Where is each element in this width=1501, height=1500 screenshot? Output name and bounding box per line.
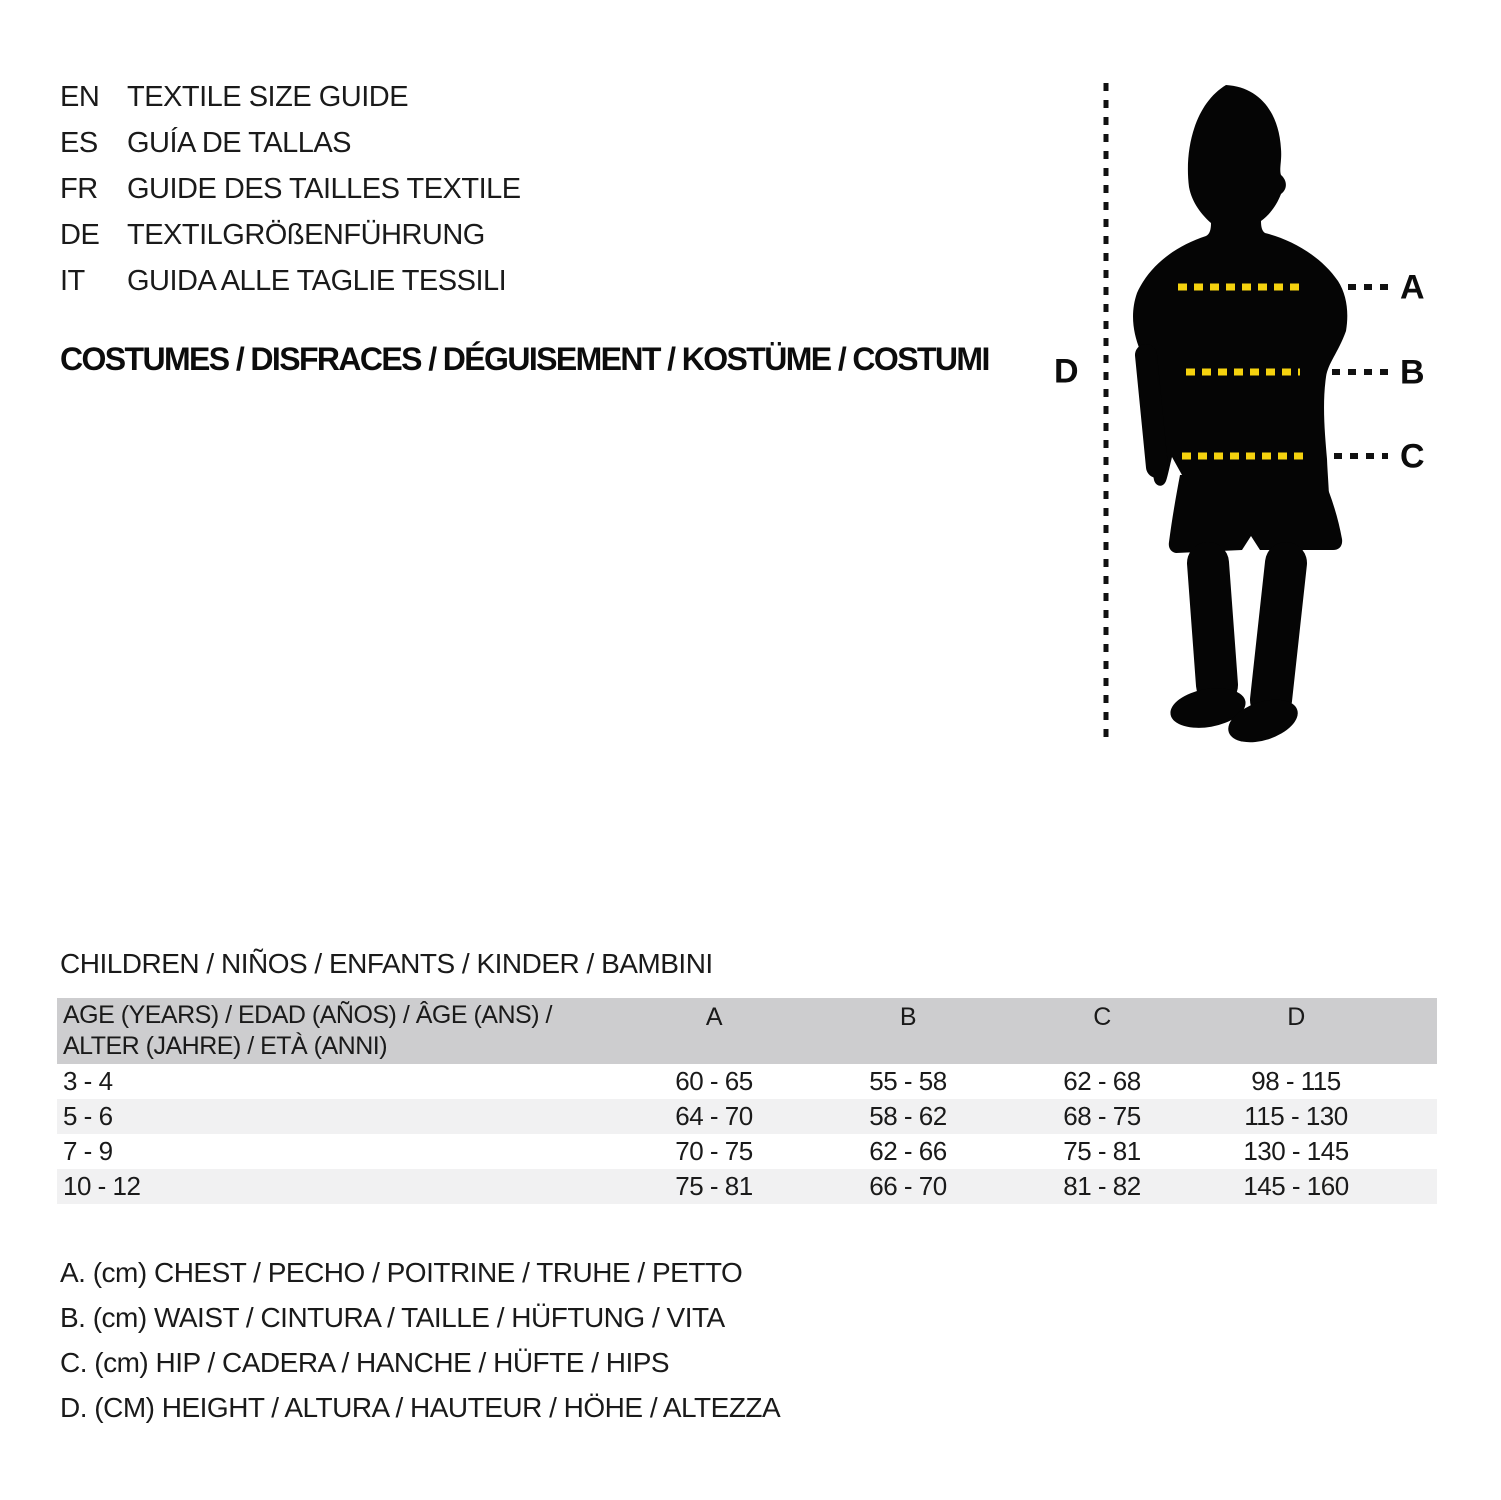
language-title: GUÍA DE TALLAS	[127, 126, 352, 159]
legend-height: D. (CM) HEIGHT / ALTURA / HAUTEUR / HÖHE / ALTEZZA	[60, 1392, 781, 1423]
chest-value-cell: 70 - 75	[675, 1136, 753, 1166]
language-title: TEXTILGRÖßENFÜHRUNG	[127, 218, 485, 251]
size-table-header	[57, 998, 1437, 1064]
age-header-line2: ALTER (JAHRE) / ETÀ (ANNI)	[63, 1032, 388, 1060]
legend-waist: B. (cm) WAIST / CINTURA / TAILLE / HÜFTUNG / VITA	[60, 1302, 725, 1333]
language-title: TEXTILE SIZE GUIDE	[127, 80, 409, 113]
waist-value-cell: 55 - 58	[869, 1066, 947, 1096]
language-row-en	[60, 74, 521, 120]
language-code: FR	[60, 172, 98, 205]
waist-value-cell: 58 - 62	[869, 1101, 947, 1131]
waist-value-cell: 66 - 70	[869, 1171, 947, 1201]
language-title-list	[60, 74, 521, 304]
measurement-legend	[60, 1250, 780, 1430]
section-title-children: CHILDREN / NIÑOS / ENFANTS / KINDER / BAMBINI	[60, 948, 713, 979]
table-row	[57, 1064, 1437, 1099]
language-title: GUIDA ALLE TAGLIE TESSILI	[127, 264, 507, 297]
chest-value-cell: 75 - 81	[675, 1171, 753, 1201]
size-table	[57, 998, 1437, 1204]
hip-value-cell: 68 - 75	[1063, 1101, 1141, 1131]
language-row-fr	[60, 166, 521, 212]
age-cell: 7 - 9	[63, 1136, 113, 1166]
age-cell: 3 - 4	[63, 1066, 113, 1096]
legend-hip: C. (cm) HIP / CADERA / HANCHE / HÜFTE / HIPS	[60, 1347, 670, 1378]
hip-value-cell: 75 - 81	[1063, 1136, 1141, 1166]
language-code: ES	[60, 126, 98, 159]
language-row-es	[60, 120, 521, 166]
measure-label-height: D	[1053, 352, 1079, 391]
column-header-d: D	[1287, 1003, 1305, 1031]
waist-value-cell: 62 - 66	[869, 1136, 947, 1166]
column-header-a: A	[705, 1003, 723, 1031]
language-row-it	[60, 258, 521, 304]
measure-label-hip: C	[1399, 437, 1425, 476]
child-silhouette	[1133, 85, 1347, 750]
hip-value-cell: 62 - 68	[1063, 1066, 1141, 1096]
measure-label-waist: B	[1399, 353, 1425, 392]
chest-value-cell: 60 - 65	[675, 1066, 753, 1096]
table-row	[57, 1169, 1437, 1204]
language-row-de	[60, 212, 521, 258]
language-title: GUIDE DES TAILLES TEXTILE	[127, 172, 521, 205]
measure-label-chest: A	[1399, 268, 1425, 307]
age-cell: 5 - 6	[63, 1101, 113, 1131]
height-value-cell: 98 - 115	[1251, 1066, 1341, 1096]
chest-value-cell: 64 - 70	[675, 1101, 753, 1131]
age-cell: 10 - 12	[63, 1171, 141, 1201]
legend-chest: A. (cm) CHEST / PECHO / POITRINE / TRUHE / PETTO	[60, 1257, 743, 1288]
table-row	[57, 1134, 1437, 1169]
category-title: COSTUMES / DISFRACES / DÉGUISEMENT / KOSTÜME / COSTUMI	[60, 341, 989, 377]
child-silhouette-figure	[1020, 55, 1480, 765]
column-header-c: C	[1093, 1003, 1111, 1031]
hip-value-cell: 81 - 82	[1063, 1171, 1141, 1201]
height-value-cell: 130 - 145	[1243, 1136, 1349, 1166]
language-code: DE	[60, 218, 100, 251]
age-header-line1: AGE (YEARS) / EDAD (AÑOS) / ÂGE (ANS) /	[63, 1001, 552, 1029]
height-value-cell: 115 - 130	[1244, 1101, 1348, 1131]
height-value-cell: 145 - 160	[1243, 1171, 1349, 1201]
table-row	[57, 1099, 1437, 1134]
column-header-b: B	[899, 1003, 917, 1031]
language-code: EN	[60, 80, 100, 113]
language-code: IT	[60, 264, 85, 297]
age-column-header	[57, 998, 617, 1064]
